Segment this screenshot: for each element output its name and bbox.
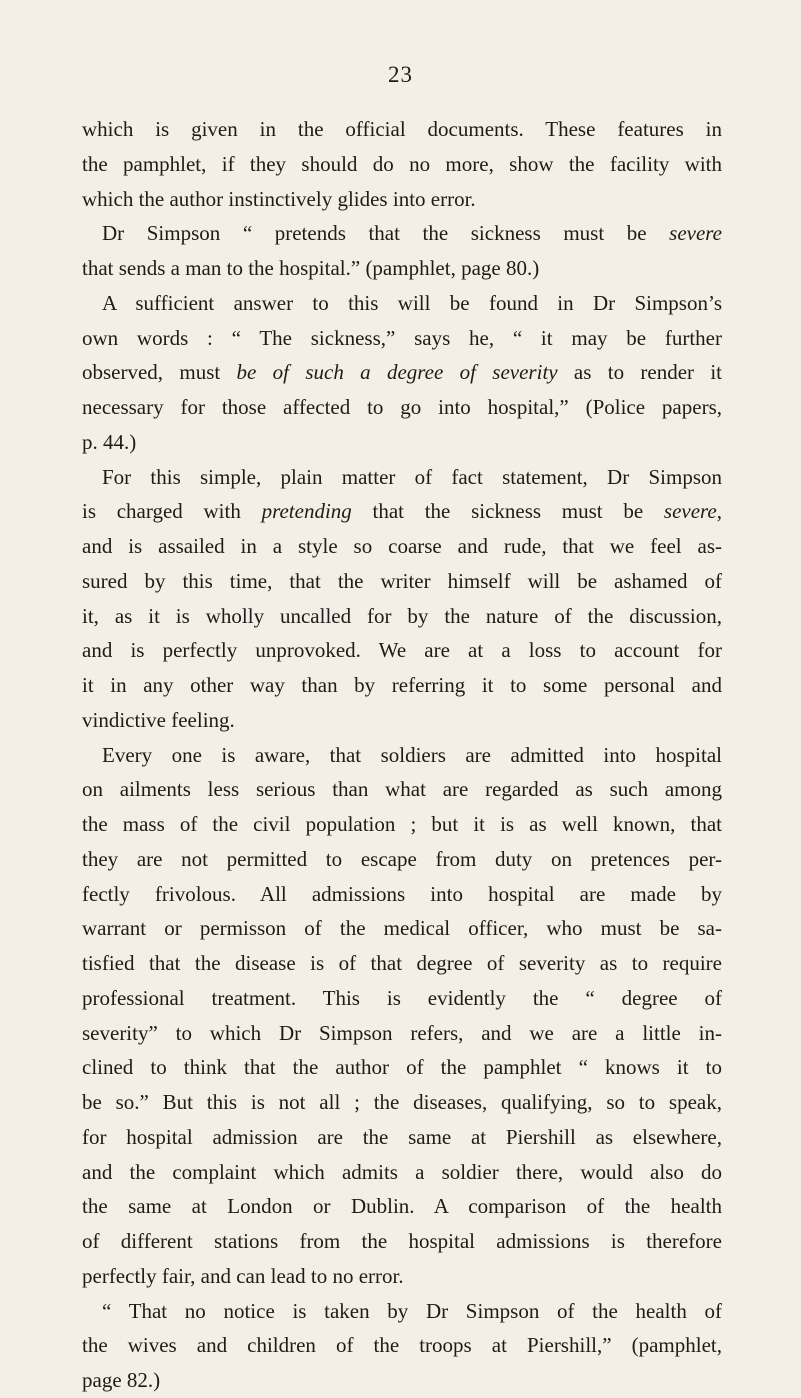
text-line: the wives and children of the troops at Piershill,” (pamphlet, xyxy=(82,1333,722,1358)
text-line: severity” to which Dr Simpson refers, and we are a little in- xyxy=(82,1020,722,1045)
text-line: tisfied that the disease is of that degree of severity as to require xyxy=(82,951,722,975)
body-text xyxy=(82,112,722,1398)
page-number: 23 xyxy=(388,62,413,87)
text-line: for hospital admission are the same at Piershill as elsewhere, xyxy=(82,1124,722,1149)
text-line: fectly frivolous. All admissions into hospital are made by xyxy=(82,881,722,906)
text-line: which the author instinctively glides into error. xyxy=(82,186,476,211)
text-line: and the complaint which admits a soldier there, would also do xyxy=(82,1159,722,1184)
text-line: it, as it is wholly uncalled for by the nature of the discussion, xyxy=(82,603,722,628)
italic-text: severe xyxy=(663,499,717,524)
text-line: the pamphlet, if they should do no more, show the facility with xyxy=(82,151,722,176)
text-line: professional treatment. This is evidently the “ degree of xyxy=(82,985,722,1010)
text-line: be so.” But this is not all ; the diseases, qualifying, so to speak, xyxy=(82,1090,722,1114)
text-line: sured by this time, that the writer himself will be ashamed of xyxy=(82,568,722,593)
text-line: the same at London or Dublin. A comparison of the health xyxy=(82,1194,722,1219)
italic-text: severe xyxy=(669,221,722,246)
text-line: which is given in the official documents. These features in xyxy=(82,117,722,141)
text-line: clined to think that the author of the pamphlet “ knows it to xyxy=(82,1055,722,1080)
text-line: observed, must be of such a degree of severity as to render it xyxy=(82,360,723,385)
text-line: is charged with pretending that the sickness must be severe, xyxy=(82,499,722,524)
text-line: own words : “ The sickness,” says he, “ it may be further xyxy=(82,325,722,350)
text-line: Dr Simpson “ pretends that the sickness must be severe xyxy=(102,221,722,246)
text-line: For this simple, plain matter of fact statement, Dr Simpson xyxy=(102,464,722,489)
text-line: the mass of the civil population ; but it is as well known, that xyxy=(82,812,722,836)
text-line: on ailments less serious than what are regarded as such among xyxy=(82,777,722,802)
text-line: that sends a man to the hospital.” (pamphlet, page 80.) xyxy=(82,256,540,280)
text-line: they are not permitted to escape from duty on pretences per- xyxy=(82,846,722,871)
italic-text: be of such a degree of severity xyxy=(236,360,558,385)
text-line: perfectly fair, and can lead to no error. xyxy=(82,1263,404,1288)
italic-text: pretending xyxy=(261,499,352,524)
text-line: warrant or permisson of the medical officer, who must be sa- xyxy=(82,916,722,941)
text-line: of different stations from the hospital admissions is therefore xyxy=(82,1229,722,1253)
text-line: page 82.) xyxy=(82,1368,161,1392)
text-line: A sufficient answer to this will be found in Dr Simpson’s xyxy=(102,290,722,315)
text-line: and is perfectly unprovoked. We are at a loss to account for xyxy=(82,638,722,663)
text-line: Every one is aware, that soldiers are admitted into hospital xyxy=(102,742,722,767)
text-line: “ That no notice is taken by Dr Simpson of the health of xyxy=(102,1298,722,1323)
text-line: p. 44.) xyxy=(82,429,137,454)
text-line: and is assailed in a style so coarse and rude, that we feel as- xyxy=(82,534,722,558)
text-line: vindictive feeling. xyxy=(82,707,235,732)
text-line: necessary for those affected to go into hospital,” (Police papers, xyxy=(82,395,722,419)
text-line: it in any other way than by referring it to some personal and xyxy=(82,673,722,697)
